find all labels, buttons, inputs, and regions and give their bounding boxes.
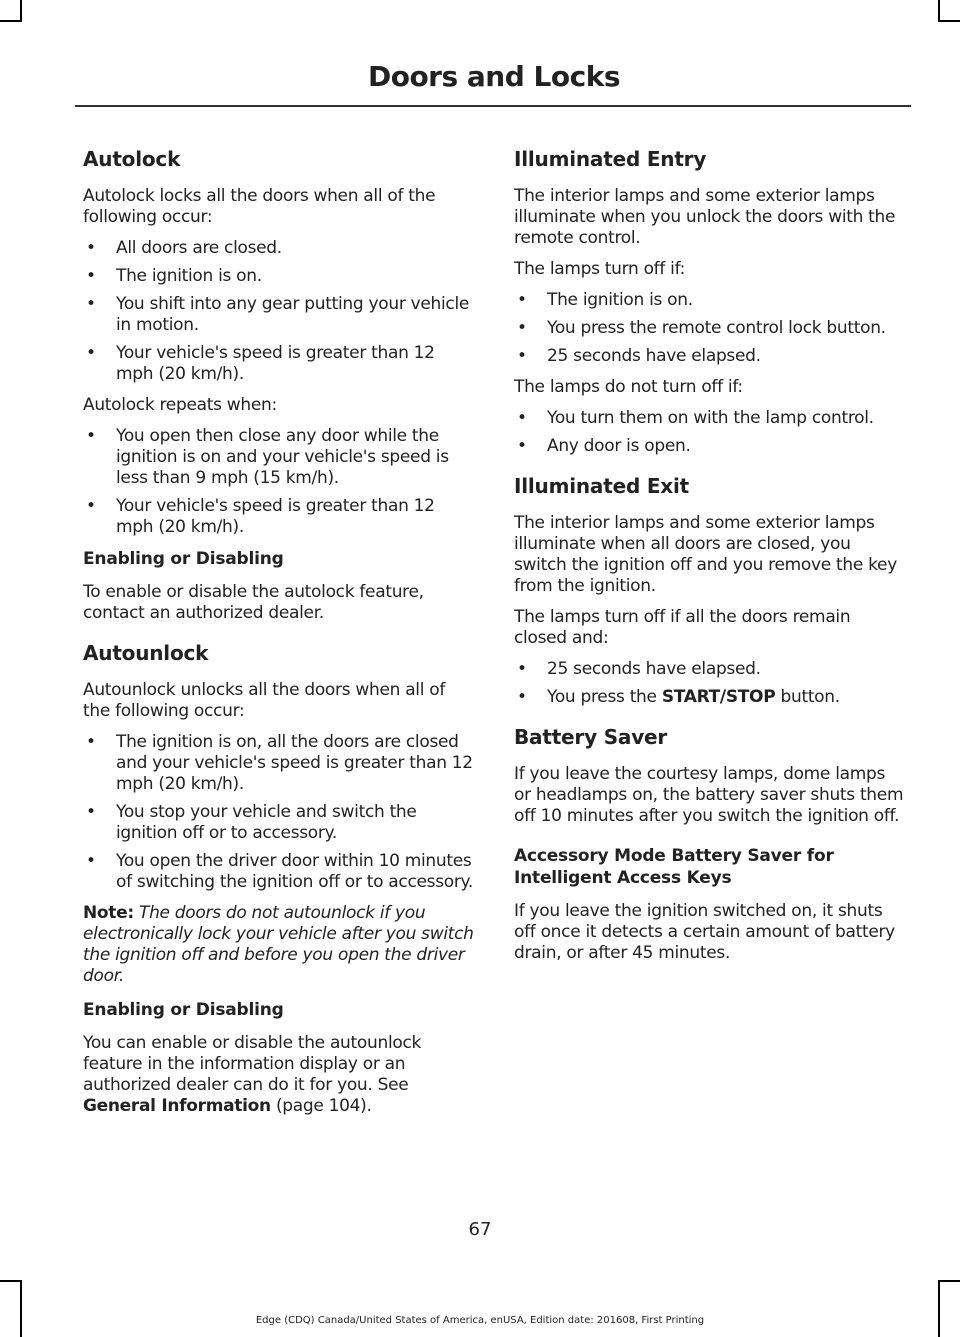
page-title: Doors and Locks [367, 60, 620, 93]
list-item: • You press the remote control lock button. [514, 318, 906, 339]
start-stop-label: START/STOP [661, 687, 776, 707]
note-text: The doors do not autounlock if you electronically lock your vehicle after you switch the ignition off and before you open the driver door. [83, 903, 474, 986]
list-item: • Any door is open. [514, 436, 906, 457]
crop-mark [938, 20, 960, 22]
autounlock-note [83, 903, 475, 987]
list-item: • 25 seconds have elapsed. [514, 346, 906, 367]
list-item: • You open then close any door while the ignition is on and your vehicle's speed is less than 9 mph (15 km/h). [83, 426, 475, 489]
accessory-mode-heading: Accessory Mode Battery Saver for Intelligent Access Keys [514, 846, 834, 888]
autolock-repeats-list [83, 426, 475, 538]
list-item: • You stop your vehicle and switch the ignition off or to accessory. [83, 802, 475, 844]
list-item: • You shift into any gear putting your vehicle in motion. [83, 294, 475, 336]
autolock-conditions-list [83, 238, 475, 385]
list-item: • The ignition is on. [83, 266, 475, 287]
battery-saver-section [514, 724, 906, 964]
list-item: • Your vehicle's speed is greater than 12 mph (20 km/h). [83, 343, 475, 385]
crop-mark [938, 1280, 960, 1282]
list-item: • You turn them on with the lamp control. [514, 408, 906, 429]
page-reference: (page 104). [275, 1096, 372, 1116]
entry-not-off-intro: The lamps do not turn off if: [514, 377, 743, 397]
crop-mark [20, 1280, 22, 1337]
header-divider [75, 105, 911, 107]
right-column [514, 140, 906, 974]
entry-not-off-list [514, 408, 906, 457]
illuminated-exit-intro: The interior lamps and some exterior lamps illuminate when all doors are closed, you switch the ignition off and you remove the key from the ignition. [514, 513, 897, 596]
illuminated-exit-section [514, 473, 906, 708]
enable-text-part: You can enable or disable the autounlock feature in the information display or an authorized dealer can do it for you. See [83, 1033, 422, 1095]
list-item: • 25 seconds have elapsed. [514, 659, 906, 680]
list-item: • Your vehicle's speed is greater than 12 mph (20 km/h). [83, 496, 475, 538]
battery-saver-text: If you leave the courtesy lamps, dome lamps or headlamps on, the battery saver shuts them off 10 minutes after you switch the ignition off. [514, 764, 904, 826]
list-item: • You open the driver door within 10 minutes of switching the ignition off or to accessory. [83, 851, 475, 893]
autolock-heading: Autolock [83, 147, 181, 171]
list-item [514, 687, 906, 708]
note-label: Note: [83, 903, 134, 923]
autounlock-conditions-list [83, 732, 475, 893]
autolock-enable-text: To enable or disable the autolock feature, contact an authorized dealer. [83, 582, 424, 623]
accessory-mode-text: If you leave the ignition switched on, it shuts off once it detects a certain amount of battery drain, or after 45 minutes. [514, 901, 895, 963]
exit-off-list [514, 659, 906, 708]
left-column [83, 140, 475, 1127]
footer-edition-info: Edge (CDQ) Canada/United States of America, enUSA, Edition date: 201608, First Printing [255, 1315, 705, 1326]
general-information-link[interactable]: General Information [83, 1096, 271, 1116]
list-item: • The ignition is on, all the doors are closed and your vehicle's speed is greater than 12 mph (20 km/h). [83, 732, 475, 795]
illuminated-exit-heading: Illuminated Exit [514, 474, 690, 498]
crop-mark [0, 1280, 22, 1282]
autolock-enable-heading: Enabling or Disabling [83, 549, 284, 569]
illuminated-entry-intro: The interior lamps and some exterior lamps illuminate when you unlock the doors with the remote control. [514, 186, 896, 248]
autounlock-enable-text [83, 1033, 475, 1117]
crop-mark [938, 0, 940, 22]
autounlock-enable-heading: Enabling or Disabling [83, 1000, 284, 1020]
autolock-intro: Autolock locks all the doors when all of the following occur: [83, 186, 436, 227]
page-number: 67 [468, 1219, 492, 1240]
autolock-repeats-intro: Autolock repeats when: [83, 395, 277, 415]
autounlock-heading: Autounlock [83, 641, 209, 665]
autolock-section [83, 146, 475, 624]
crop-mark [20, 0, 22, 22]
bullet-text: button. [780, 687, 840, 707]
illuminated-entry-heading: Illuminated Entry [514, 147, 707, 171]
illuminated-entry-section [514, 146, 906, 457]
crop-mark [0, 20, 22, 22]
entry-off-intro: The lamps turn off if: [514, 259, 686, 279]
battery-saver-heading: Battery Saver [514, 725, 668, 749]
list-item: • The ignition is on. [514, 290, 906, 311]
autounlock-intro: Autounlock unlocks all the doors when all of the following occur: [83, 680, 446, 721]
crop-mark [938, 1280, 940, 1337]
list-item: • All doors are closed. [83, 238, 475, 259]
exit-off-intro: The lamps turn off if all the doors remain closed and: [514, 607, 851, 648]
autounlock-section [83, 640, 475, 1117]
entry-off-list [514, 290, 906, 367]
bullet-text: You press the [547, 687, 657, 707]
